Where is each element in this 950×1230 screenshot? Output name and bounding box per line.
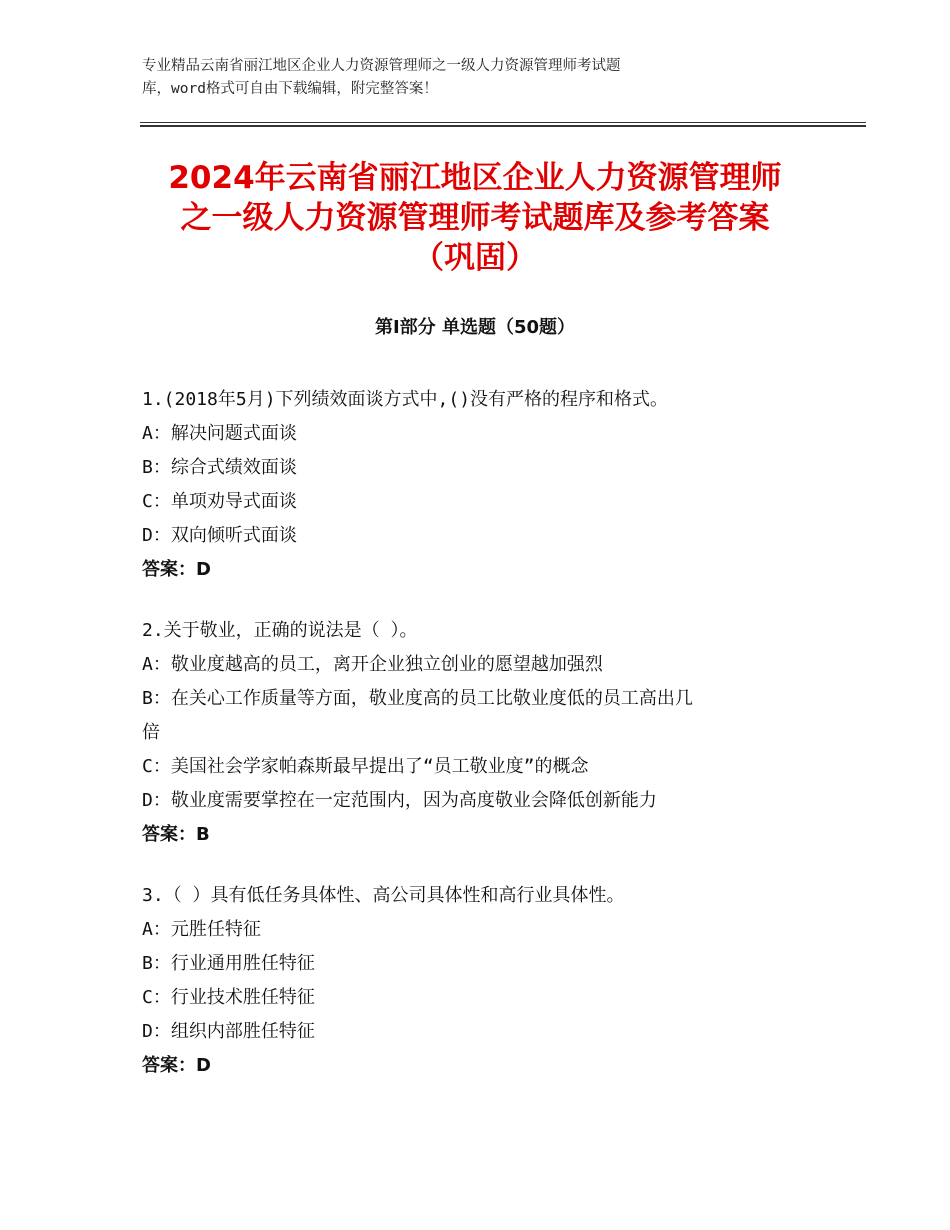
document-title-line-1: 2024年云南省丽江地区企业人力资源管理师: [168, 160, 782, 196]
question-1: [142, 383, 822, 587]
question-stem: 2.关于敬业，正确的说法是（ ）。: [142, 620, 418, 641]
question-3: [142, 879, 822, 1083]
section-title: 第Ⅰ部分 单选题（50题）: [374, 317, 575, 338]
question-stem: 3.（ ）具有低任务具体性、高公司具体性和高行业具体性。: [142, 885, 625, 906]
option-c: C：行业技术胜任特征: [142, 987, 315, 1008]
document-title-line-3: （巩固）: [413, 240, 537, 276]
header-divider-thick: [140, 125, 866, 127]
option-a: A：元胜任特征: [142, 919, 261, 940]
document-title-line-2: 之一级人力资源管理师考试题库及参考答案: [180, 200, 770, 236]
header-note: [142, 55, 782, 101]
answer-line: 答案：D: [142, 559, 211, 580]
answer-line: 答案：B: [142, 824, 210, 845]
header-note-line-2: 库，word格式可自由下载编辑，附完整答案！: [142, 81, 438, 97]
option-a: A：敬业度越高的员工，离开企业独立创业的愿望越加强烈: [142, 654, 603, 675]
option-a: A：解决问题式面谈: [142, 423, 297, 444]
option-d: D：双向倾听式面谈: [142, 525, 297, 546]
option-c: C：美国社会学家帕森斯最早提出了“员工敬业度”的概念: [142, 756, 589, 777]
option-b: B：在关心工作质量等方面，敬业度高的员工比敬业度低的员工高出几: [142, 688, 693, 709]
answer-line: 答案：D: [142, 1055, 211, 1076]
option-b-continued: 倍: [142, 722, 160, 743]
option-b: B：综合式绩效面谈: [142, 457, 297, 478]
header-note-line-1: 专业精品云南省丽江地区企业人力资源管理师之一级人力资源管理师考试题: [142, 58, 621, 74]
question-2: [142, 614, 822, 852]
option-d: D：组织内部胜任特征: [142, 1021, 315, 1042]
question-stem: 1.(2018年5月)下列绩效面谈方式中,()没有严格的程序和格式。: [142, 389, 669, 410]
option-b: B：行业通用胜任特征: [142, 953, 315, 974]
header-divider-thin: [140, 122, 866, 123]
question-list: [142, 383, 822, 1110]
option-c: C：单项劝导式面谈: [142, 491, 297, 512]
option-d: D：敬业度需要掌控在一定范围内，因为高度敬业会降低创新能力: [142, 790, 657, 811]
document-title: [120, 158, 830, 278]
